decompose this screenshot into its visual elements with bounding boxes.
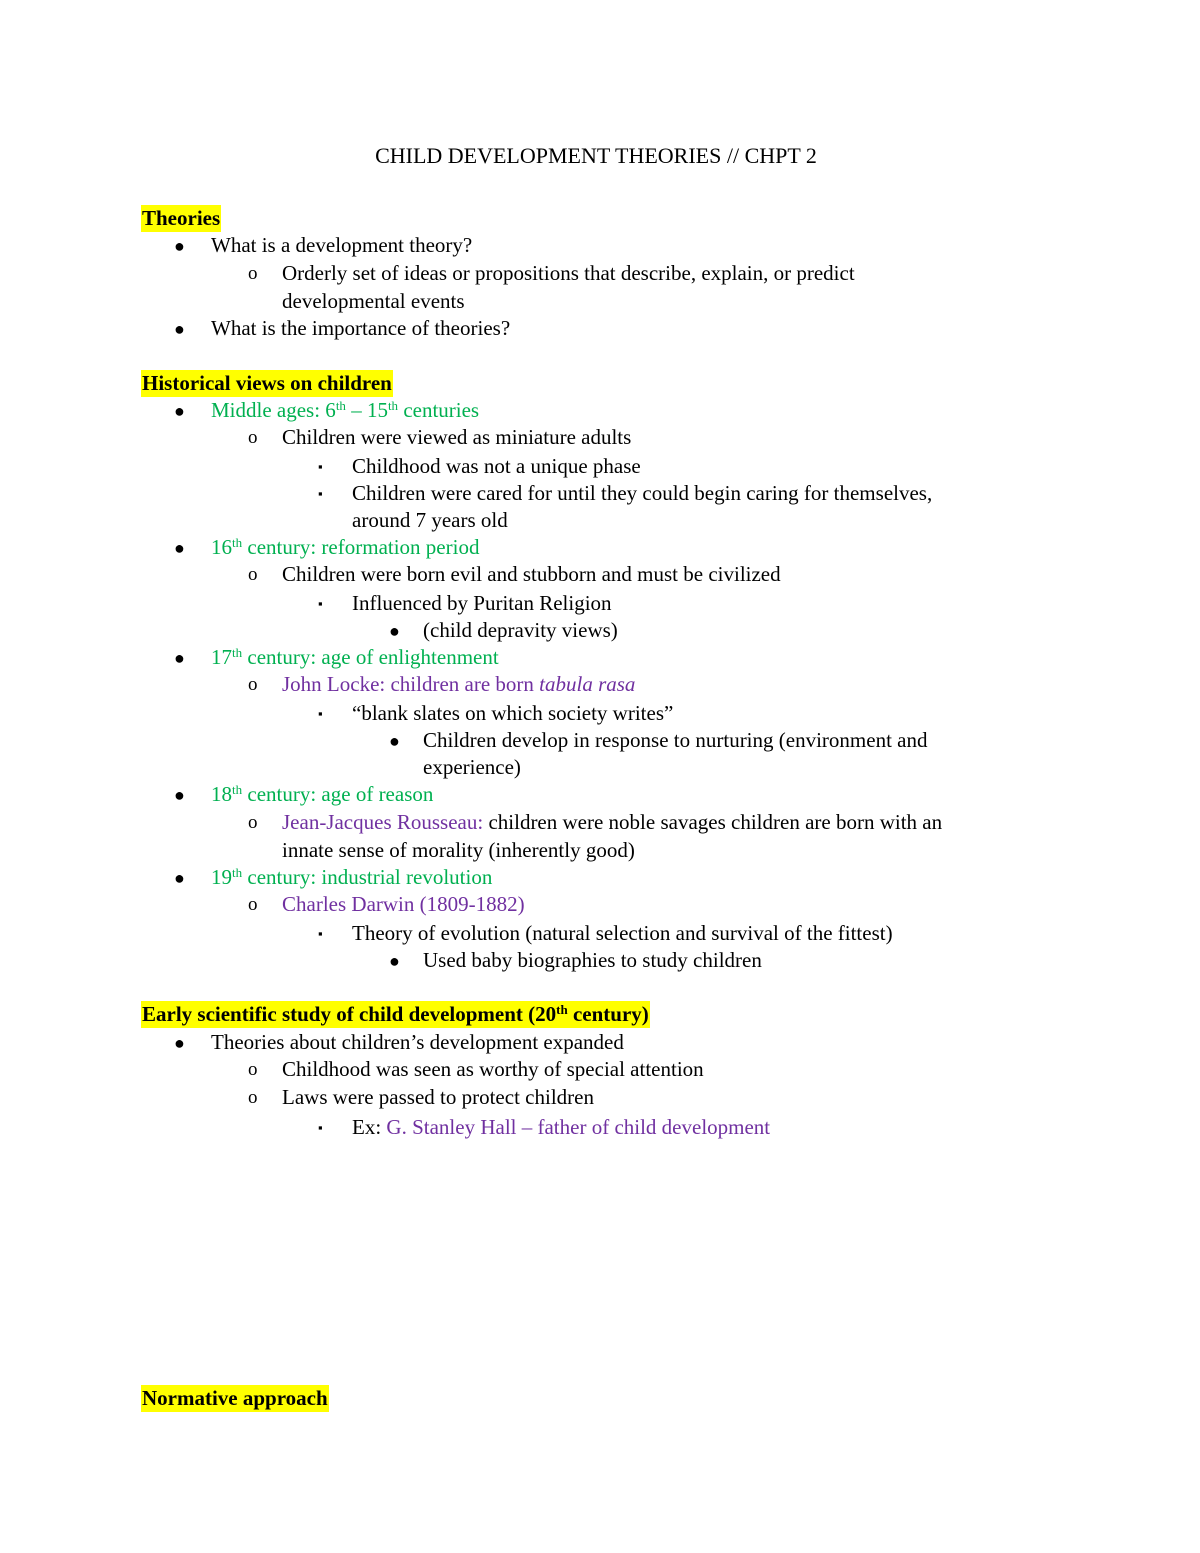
c16-line: 16th century: reformation period — [211, 535, 480, 559]
darwin: Charles Darwin (1809-1882) — [282, 892, 525, 916]
bullet-marker: ● — [389, 731, 400, 751]
theories-a1-line2: developmental events — [282, 289, 465, 313]
theories-a1-line1: Orderly set of ideas or propositions that describe, explain, or predict — [282, 261, 855, 285]
bullet-marker: ● — [174, 785, 185, 805]
c18-line: 18th century: age of reason — [211, 782, 434, 806]
worthy-attention: Childhood was seen as worthy of special attention — [282, 1057, 704, 1081]
cared-line1: Children were cared for until they could begin caring for themselves, — [352, 481, 933, 505]
bullet-marker: ● — [174, 868, 185, 888]
middle-ages-line: Middle ages: 6th – 15th centuries — [211, 398, 480, 422]
square-marker: ▪ — [318, 486, 323, 501]
circle-marker: o — [248, 263, 258, 284]
laws-passed: Laws were passed to protect children — [282, 1085, 594, 1109]
depravity: (child depravity views) — [423, 618, 618, 642]
square-marker: ▪ — [318, 596, 323, 611]
baby-biographies: Used baby biographies to study children — [423, 948, 762, 972]
square-marker: ▪ — [318, 1120, 323, 1135]
bullet-marker: ● — [174, 236, 185, 256]
square-marker: ▪ — [318, 459, 323, 474]
locke-line: John Locke: children are born tabula rasa — [282, 672, 636, 696]
theories-q1: What is a development theory? — [211, 233, 473, 257]
born-evil: Children were born evil and stubborn and must be civilized — [282, 562, 781, 586]
heading-normative: Normative approach — [142, 1386, 328, 1410]
theories-expanded: Theories about children’s development expanded — [211, 1030, 624, 1054]
bullet-marker: ● — [174, 648, 185, 668]
circle-marker: o — [248, 564, 258, 585]
bullet-marker: ● — [174, 1033, 185, 1053]
bullet-marker: ● — [389, 951, 400, 971]
blank-slates: “blank slates on which society writes” — [352, 701, 674, 725]
c19-line: 19th century: industrial revolution — [211, 865, 493, 889]
hall-example: Ex: G. Stanley Hall – father of child development — [352, 1115, 771, 1139]
bullet-marker: ● — [389, 621, 400, 641]
heading-historical: Historical views on children — [142, 371, 392, 395]
circle-marker: o — [248, 674, 258, 695]
circle-marker: o — [248, 1059, 258, 1080]
theories-q2: What is the importance of theories? — [211, 316, 511, 340]
square-marker: ▪ — [318, 926, 323, 941]
heading-theories: Theories — [142, 206, 221, 230]
c17-line: 17th century: age of enlightenment — [211, 645, 499, 669]
bullet-marker: ● — [174, 319, 185, 339]
rousseau-line1: Jean-Jacques Rousseau: children were noble savages children are born with an — [282, 810, 943, 834]
puritan: Influenced by Puritan Religion — [352, 591, 612, 615]
circle-marker: o — [248, 812, 258, 833]
bullet-marker: ● — [174, 401, 185, 421]
miniature-adults: Children were viewed as miniature adults — [282, 425, 632, 449]
page-title: CHILD DEVELOPMENT THEORIES // CHPT 2 — [375, 143, 817, 168]
square-marker: ▪ — [318, 706, 323, 721]
evolution: Theory of evolution (natural selection and survival of the fittest) — [352, 921, 893, 945]
circle-marker: o — [248, 894, 258, 915]
cared-line2: around 7 years old — [352, 508, 508, 532]
nurture-line1: Children develop in response to nurturing (environment and — [423, 728, 928, 752]
unique-phase: Childhood was not a unique phase — [352, 454, 641, 478]
circle-marker: o — [248, 1087, 258, 1108]
rousseau-line2: innate sense of morality (inherently good) — [282, 838, 635, 862]
circle-marker: o — [248, 427, 258, 448]
heading-early-study: Early scientific study of child development (20th century) — [142, 1002, 649, 1026]
nurture-line2: experience) — [423, 755, 521, 779]
bullet-marker: ● — [174, 538, 185, 558]
